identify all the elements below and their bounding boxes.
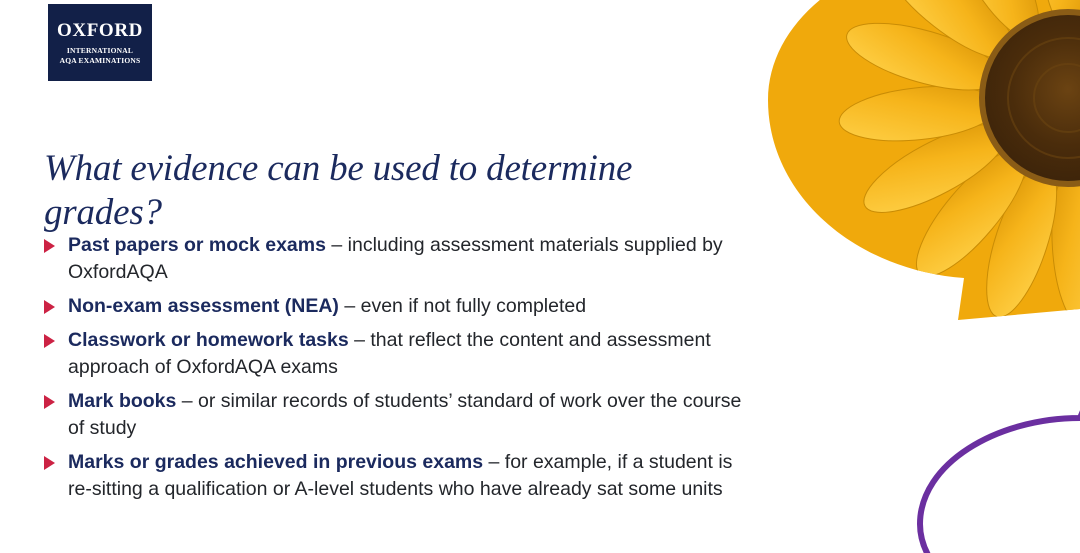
list-item-rest: – even if not fully completed bbox=[338, 295, 587, 317]
triangle-bullet-icon bbox=[44, 239, 55, 253]
list-item-lead: Classwork or homework tasks bbox=[68, 329, 349, 351]
list-item-lead: Marks or grades achieved in previous exams bbox=[68, 451, 484, 473]
triangle-bullet-icon bbox=[44, 300, 55, 314]
sunflower-image bbox=[768, 0, 1080, 368]
sunflower-speech-bubble bbox=[768, 0, 1080, 368]
list-item bbox=[44, 449, 744, 503]
decorative-artwork bbox=[750, 0, 1080, 553]
list-item-lead: Non-exam assessment (NEA) bbox=[68, 295, 339, 317]
slide-title: What evidence can be used to determine grades? bbox=[44, 147, 633, 233]
purple-speech-bubble-outline bbox=[900, 372, 1080, 553]
list-item-lead: Mark books bbox=[68, 390, 177, 412]
list-item-rest: – that reflect the content and assessment approach of OxfordAQA exams bbox=[68, 329, 711, 378]
triangle-bullet-icon bbox=[44, 334, 55, 348]
list-item bbox=[44, 232, 744, 286]
list-item-rest: – including assessment materials supplied by OxfordAQA bbox=[68, 234, 723, 283]
list-item-rest: – for example, if a student is re-sitting a qualification or A-level students who have already sat some units bbox=[68, 451, 733, 500]
list-item bbox=[44, 388, 744, 442]
triangle-bullet-icon bbox=[44, 395, 55, 409]
logo-aqa-examinations-text: AQA EXAMINATIONS bbox=[59, 56, 141, 65]
logo bbox=[48, 4, 152, 81]
triangle-bullet-icon bbox=[44, 456, 55, 470]
logo-international-text: INTERNATIONAL bbox=[66, 46, 134, 55]
list-item-lead: Past papers or mock exams bbox=[68, 234, 326, 256]
list-item bbox=[44, 327, 744, 381]
bullet-list bbox=[44, 232, 744, 510]
list-item bbox=[44, 293, 744, 320]
list-item-rest: – or similar records of students’ standard of work over the course of study bbox=[68, 390, 742, 439]
logo-oxford-text: OXFORD bbox=[57, 20, 143, 41]
